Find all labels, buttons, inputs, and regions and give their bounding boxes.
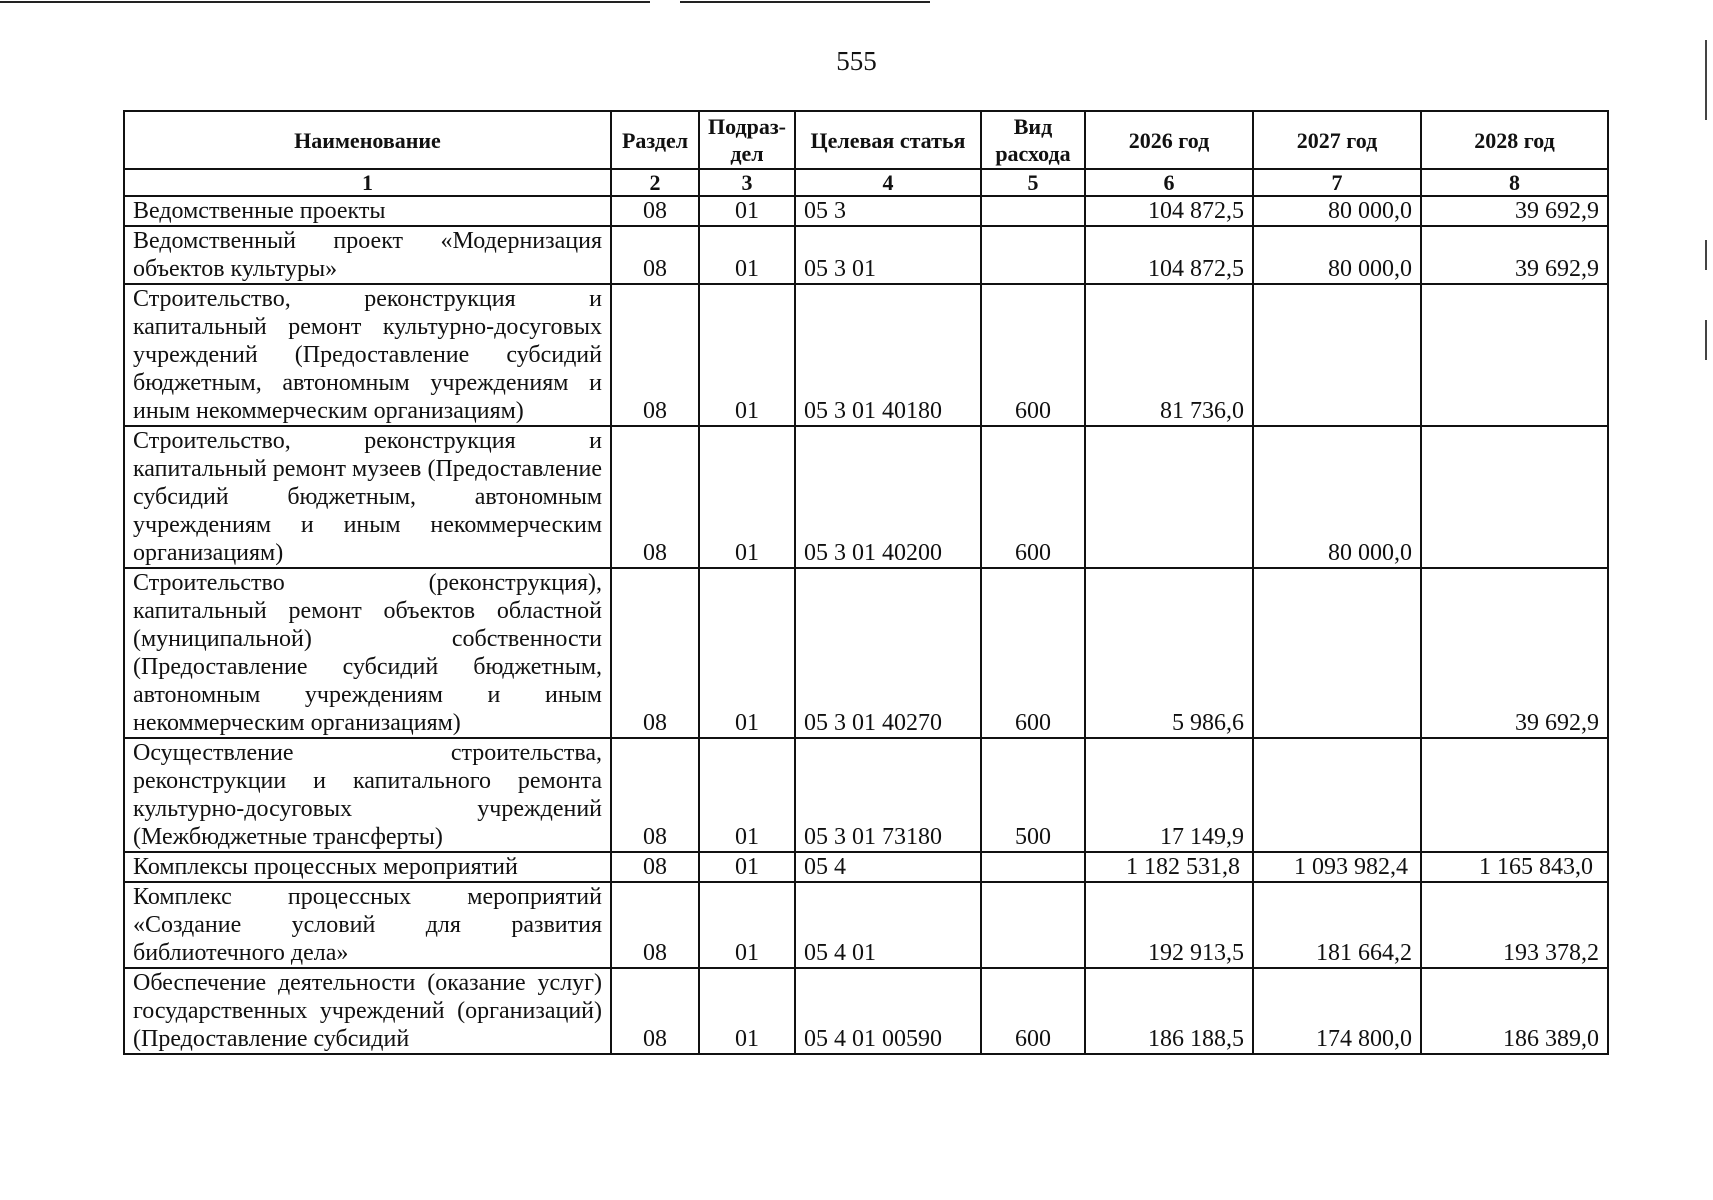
row-section: 08 <box>611 852 699 882</box>
table-row <box>124 426 1608 568</box>
row-2027 <box>1253 568 1421 738</box>
column-header-2028: 2028 год <box>1421 111 1608 169</box>
row-2027: 174 800,0 <box>1253 968 1421 1054</box>
row-section: 08 <box>611 882 699 968</box>
row-section: 08 <box>611 226 699 284</box>
row-expense-type: 600 <box>981 568 1085 738</box>
row-section: 08 <box>611 196 699 226</box>
row-section: 08 <box>611 738 699 852</box>
column-number: 3 <box>699 169 795 196</box>
row-section: 08 <box>611 968 699 1054</box>
table-row <box>124 882 1608 968</box>
column-header-2027: 2027 год <box>1253 111 1421 169</box>
row-2028: 193 378,2 <box>1421 882 1608 968</box>
row-2026: 104 872,5 <box>1085 196 1253 226</box>
row-2027 <box>1253 738 1421 852</box>
row-2027: 80 000,0 <box>1253 426 1421 568</box>
column-number-row <box>124 169 1608 196</box>
row-expense-type: 600 <box>981 426 1085 568</box>
row-2027: 1 093 982,4 <box>1253 852 1421 882</box>
column-number: 6 <box>1085 169 1253 196</box>
row-subsection: 01 <box>699 852 795 882</box>
row-target: 05 4 <box>795 852 981 882</box>
row-section: 08 <box>611 568 699 738</box>
row-target: 05 3 <box>795 196 981 226</box>
row-name: Строительство, реконструкция и капитальный ремонт культурно-досуговых учреждений (Предоставление субсидий бюджетным, автономным учреждениям и иным некоммерческим организациям) <box>124 284 611 426</box>
row-expense-type: 600 <box>981 968 1085 1054</box>
table-row <box>124 738 1608 852</box>
row-target: 05 3 01 73180 <box>795 738 981 852</box>
page-number: 555 <box>836 46 877 76</box>
row-2027: 181 664,2 <box>1253 882 1421 968</box>
scan-artifact-mark <box>1705 320 1707 360</box>
row-expense-type: 600 <box>981 284 1085 426</box>
column-header-section: Раздел <box>611 111 699 169</box>
column-number: 2 <box>611 169 699 196</box>
row-2028: 39 692,9 <box>1421 568 1608 738</box>
row-name: Ведомственные проекты <box>124 196 611 226</box>
row-2026: 81 736,0 <box>1085 284 1253 426</box>
row-subsection: 01 <box>699 738 795 852</box>
row-2026: 104 872,5 <box>1085 226 1253 284</box>
row-expense-type <box>981 196 1085 226</box>
column-header-expense-type: Вид расхода <box>981 111 1085 169</box>
row-section: 08 <box>611 426 699 568</box>
row-subsection: 01 <box>699 284 795 426</box>
row-name: Осуществление строительства, реконструкции и капитального ремонта культурно-досуговых учреждений (Межбюджетные трансферты) <box>124 738 611 852</box>
row-2028 <box>1421 426 1608 568</box>
row-2026: 1 182 531,8 <box>1085 852 1253 882</box>
table-row <box>124 568 1608 738</box>
column-header-name: Наименование <box>124 111 611 169</box>
row-2026 <box>1085 426 1253 568</box>
row-subsection: 01 <box>699 882 795 968</box>
column-header-2026: 2026 год <box>1085 111 1253 169</box>
scan-artifact-line <box>0 1 650 3</box>
row-2028 <box>1421 284 1608 426</box>
row-subsection: 01 <box>699 196 795 226</box>
row-target: 05 4 01 <box>795 882 981 968</box>
column-header-subsection: Подраз-дел <box>699 111 795 169</box>
table-row <box>124 284 1608 426</box>
row-2028: 39 692,9 <box>1421 196 1608 226</box>
table-row <box>124 968 1608 1054</box>
row-2026: 5 986,6 <box>1085 568 1253 738</box>
table-row <box>124 196 1608 226</box>
row-expense-type <box>981 852 1085 882</box>
row-2028: 186 389,0 <box>1421 968 1608 1054</box>
row-expense-type <box>981 226 1085 284</box>
row-name: Строительство, реконструкция и капитальный ремонт музеев (Предоставление субсидий бюджетным, автономным учреждениям и иным некоммерческим организациям) <box>124 426 611 568</box>
row-expense-type <box>981 882 1085 968</box>
row-2027: 80 000,0 <box>1253 196 1421 226</box>
row-name: Комплекс процессных мероприятий «Создание условий для развития библиотечного дела» <box>124 882 611 968</box>
row-section: 08 <box>611 284 699 426</box>
row-target: 05 4 01 00590 <box>795 968 981 1054</box>
row-2026: 186 188,5 <box>1085 968 1253 1054</box>
row-target: 05 3 01 40180 <box>795 284 981 426</box>
row-name: Обеспечение деятельности (оказание услуг) государственных учреждений (организаций) (Предоставление субсидий <box>124 968 611 1054</box>
header-row <box>124 111 1608 169</box>
column-number: 4 <box>795 169 981 196</box>
row-subsection: 01 <box>699 568 795 738</box>
scan-artifact-mark <box>1705 240 1707 270</box>
row-target: 05 3 01 40270 <box>795 568 981 738</box>
row-2028: 1 165 843,0 <box>1421 852 1608 882</box>
row-target: 05 3 01 40200 <box>795 426 981 568</box>
column-number: 5 <box>981 169 1085 196</box>
row-2028: 39 692,9 <box>1421 226 1608 284</box>
column-number: 7 <box>1253 169 1421 196</box>
row-target: 05 3 01 <box>795 226 981 284</box>
row-name: Комплексы процессных мероприятий <box>124 852 611 882</box>
budget-table <box>123 110 1609 1055</box>
column-header-target: Целевая статья <box>795 111 981 169</box>
column-number: 1 <box>124 169 611 196</box>
row-2028 <box>1421 738 1608 852</box>
row-subsection: 01 <box>699 968 795 1054</box>
row-subsection: 01 <box>699 226 795 284</box>
row-expense-type: 500 <box>981 738 1085 852</box>
table-row <box>124 852 1608 882</box>
row-2026: 17 149,9 <box>1085 738 1253 852</box>
row-name: Ведомственный проект «Модернизация объектов культуры» <box>124 226 611 284</box>
table-row <box>124 226 1608 284</box>
row-subsection: 01 <box>699 426 795 568</box>
row-2027 <box>1253 284 1421 426</box>
column-number: 8 <box>1421 169 1608 196</box>
row-name: Строительство (реконструкция), капитальный ремонт объектов областной (муниципальной) собственности (Предоставление субсидий бюджетным, автономным учреждениям и иным некоммерческим организациям) <box>124 568 611 738</box>
scan-artifact-line <box>680 1 930 3</box>
row-2026: 192 913,5 <box>1085 882 1253 968</box>
row-2027: 80 000,0 <box>1253 226 1421 284</box>
